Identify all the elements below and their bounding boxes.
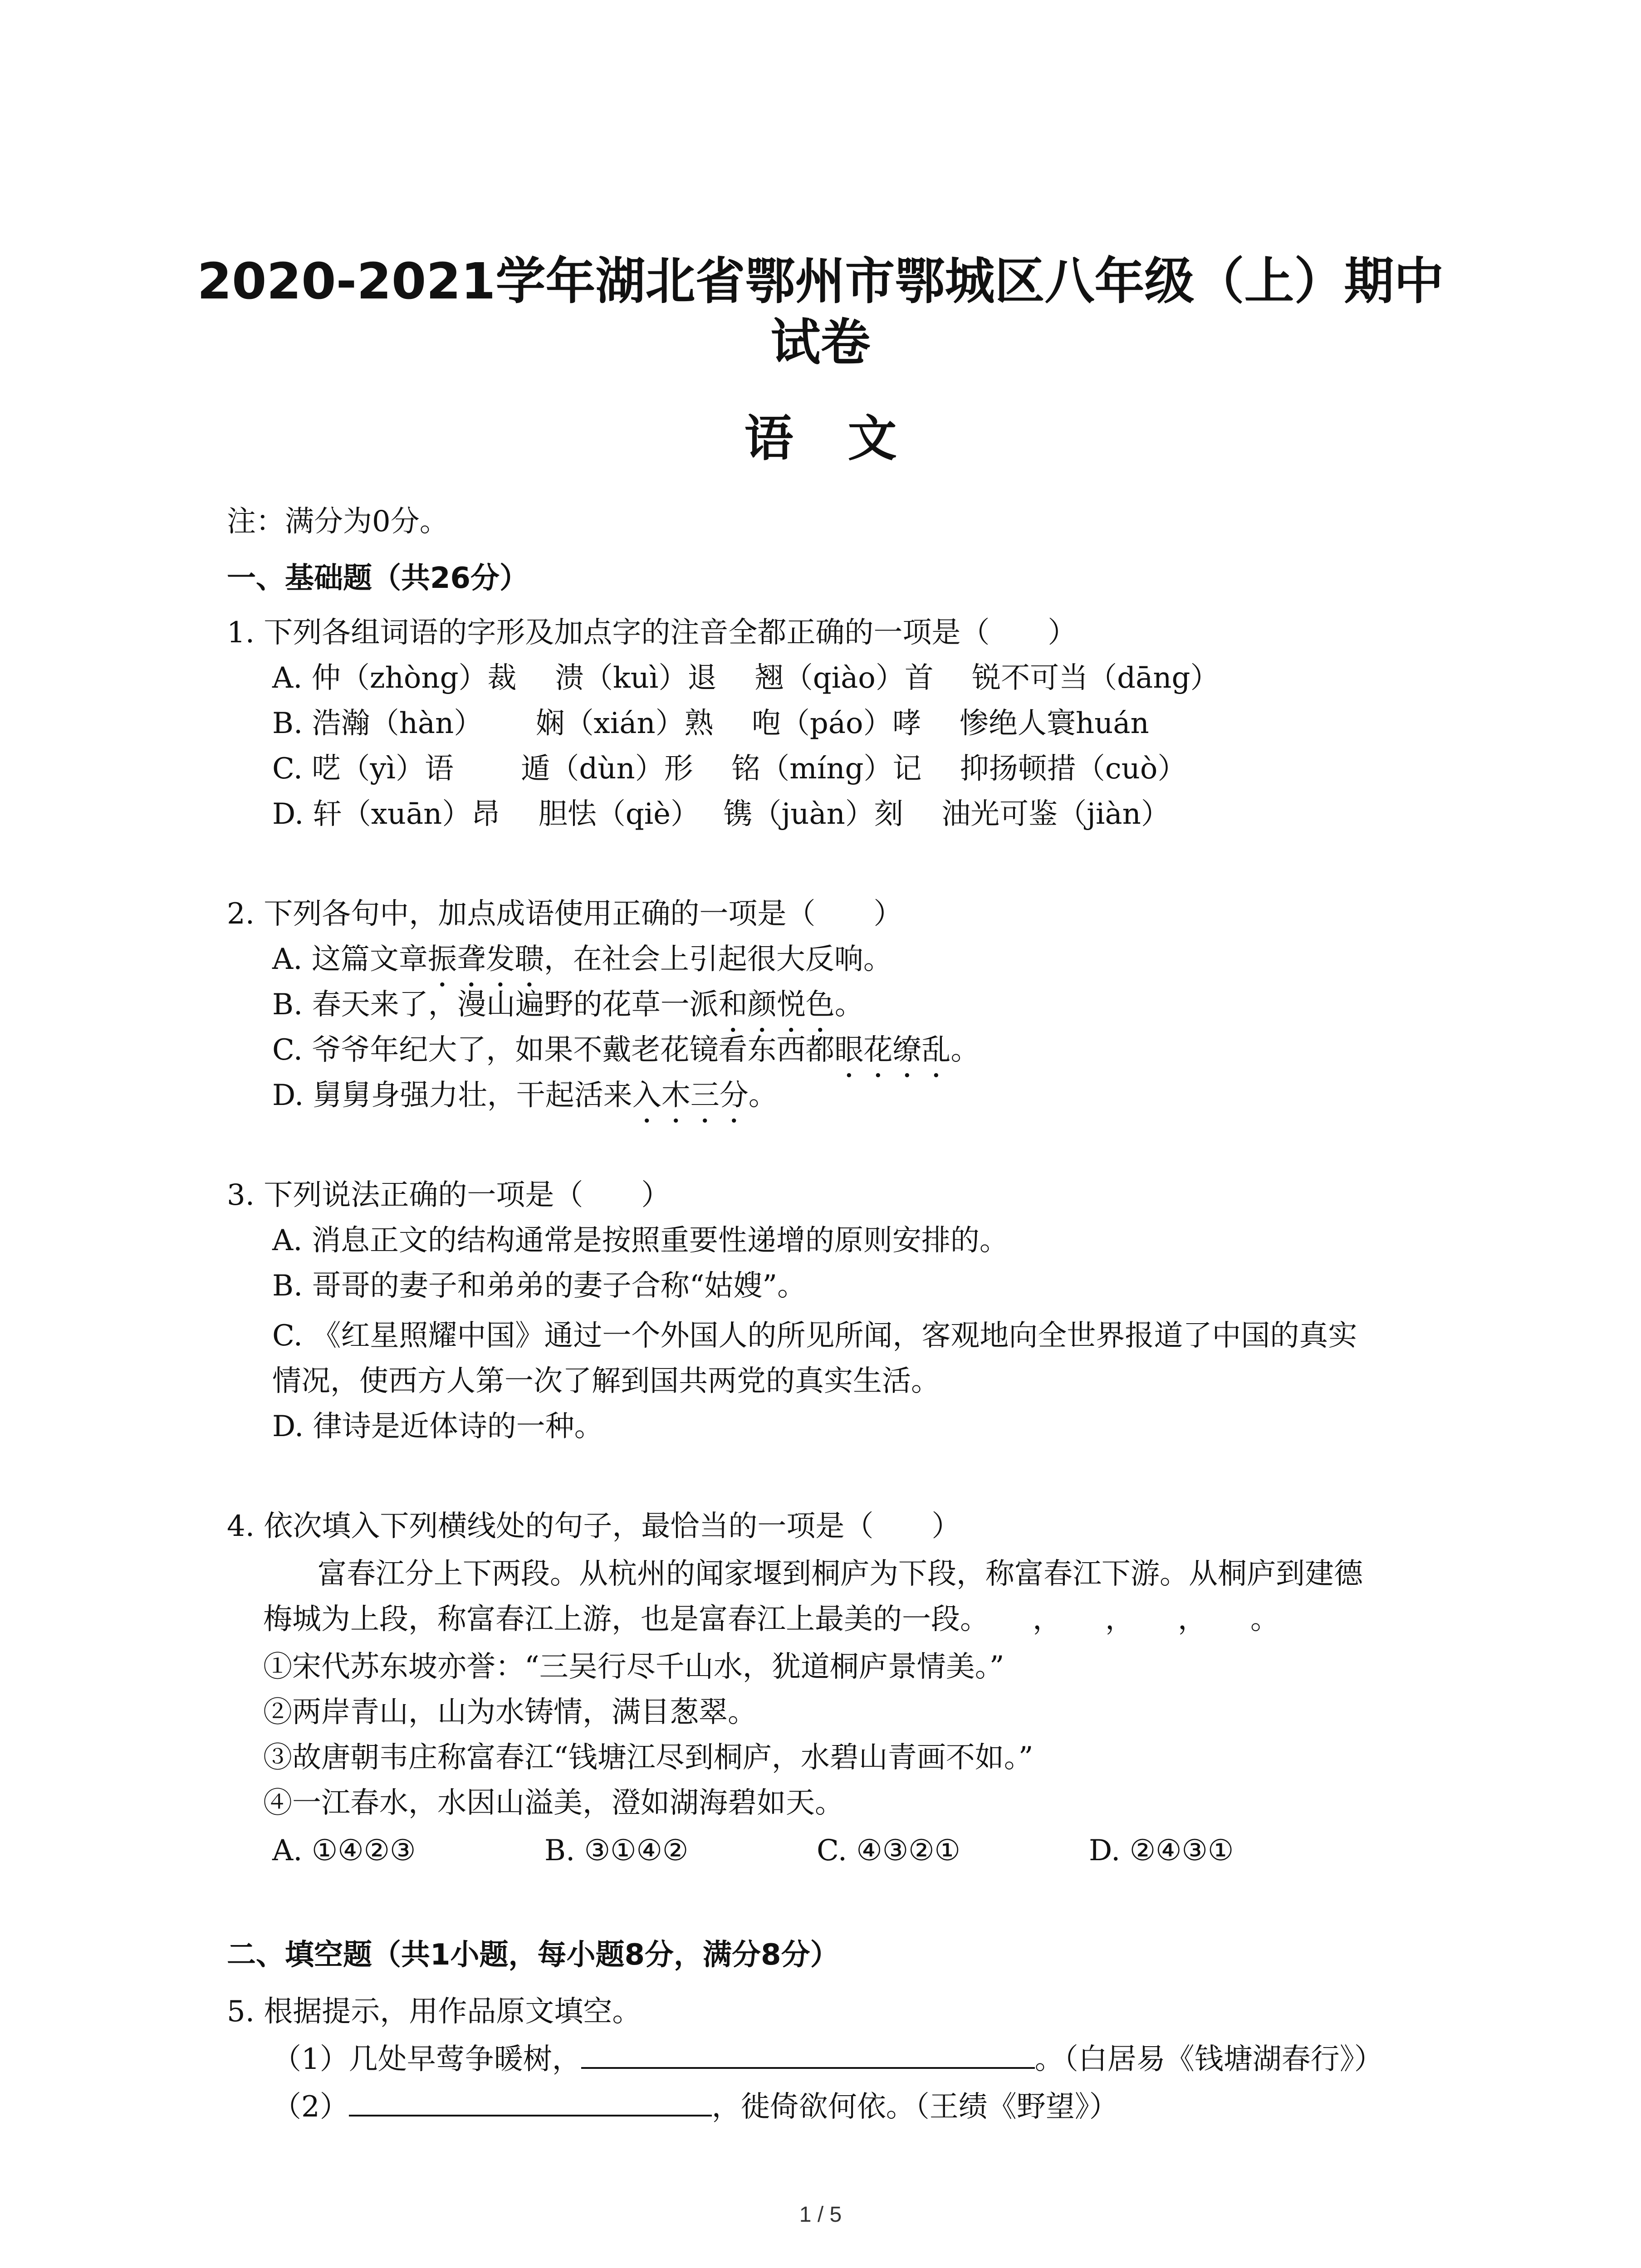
question-2-option-a	[272, 941, 892, 993]
question-2-option-b	[272, 987, 864, 1039]
question-3-option-c-line2: 情况，使西方人第一次了解到国共两党的真实生活。	[272, 1364, 940, 1398]
dotted-idiom: 入木三分	[632, 1079, 749, 1112]
item-suffix: 。（白居易《钱塘湖春行》）	[1034, 2043, 1383, 2076]
question-3-option-b: B. 哥哥的妻子和弟弟的妻子合称“姑嫂”。	[272, 1269, 807, 1303]
question-5-item-2	[272, 2089, 1118, 2125]
question-4-passage-line2: 梅城为上段，称富春江上游，也是富春江上最美的一段。 ， ， ， 。	[263, 1603, 1279, 1636]
section-heading-basics: 一、基础题（共26分）	[227, 562, 529, 595]
question-5-stem: 5. 根据提示，用作品原文填空。	[227, 1995, 642, 2028]
dotted-idiom: 眼花缭乱	[834, 1033, 951, 1067]
score-note: 注：满分为0分。	[227, 505, 449, 538]
question-2-option-d	[272, 1077, 778, 1129]
question-1-option-a: A. 仲（zhòng）裁 溃（kuì）退 翘（qiào）首 锐不可当（dāng）	[272, 661, 1220, 695]
question-4-options	[272, 1833, 1361, 1869]
question-4-sentence-4: ④一江春水，水因山溢美，澄如湖海碧如天。	[263, 1786, 844, 1820]
option-text: B. 春天来了，漫山遍野的花草一派	[272, 988, 719, 1022]
question-4-option-c: C. ④③②①	[817, 1834, 960, 1867]
exam-title-line1: 2020-2021学年湖北省鄂州市鄂城区八年级（上）期中	[197, 252, 1444, 310]
question-3-option-c-line1: C. 《红星照耀中国》通过一个外国人的所见所闻，客观地向全世界报道了中国的真实	[272, 1319, 1357, 1353]
option-text: 。	[748, 1079, 778, 1112]
option-text: D. 舅舅身强力壮，干起活来	[272, 1079, 632, 1112]
section-heading-fill-in: 二、填空题（共1小题，每小题8分，满分8分）	[227, 1938, 839, 1972]
exam-title-line2: 试卷	[770, 313, 871, 371]
subject-heading: 语文	[744, 411, 951, 467]
question-1-stem: 1. 下列各组词语的字形及加点字的注音全都正确的一项是（ ）	[227, 616, 1077, 650]
option-text: 。	[950, 1033, 980, 1067]
question-4-option-d: D. ②④③①	[1089, 1834, 1234, 1867]
question-2-stem: 2. 下列各句中，加点成语使用正确的一项是（ ）	[227, 897, 903, 931]
answer-blank[interactable]	[581, 2042, 1035, 2069]
page-number: 1 / 5	[799, 2203, 842, 2227]
option-text: A. 这篇文章	[272, 943, 428, 976]
item-suffix: ，徙倚欲何依。（王绩《野望》）	[711, 2090, 1118, 2124]
question-4-option-b: B. ③①④②	[544, 1834, 689, 1867]
answer-blank[interactable]	[349, 2089, 712, 2116]
question-3-option-d: D. 律诗是近体诗的一种。	[272, 1410, 603, 1443]
question-1-option-b: B. 浩瀚（hàn） 娴（xián）熟 咆（páo）哮 惨绝人寰huán	[272, 707, 1149, 740]
question-4-sentence-2: ②两岸青山，山为水铸情，满目葱翠。	[263, 1696, 757, 1729]
question-4-sentence-3: ③故唐朝韦庄称富春江“钱塘江尽到桐庐，水碧山青画不如。”	[263, 1741, 1034, 1774]
item-prefix: （1）几处早莺争暖树，	[272, 2043, 581, 2076]
question-1-option-c: C. 呓（yì）语 遁（dùn）形 铭（míng）记 抑扬顿措（cuò）	[272, 752, 1187, 786]
option-text: ，在社会上引起很大反响。	[544, 943, 892, 976]
question-4-sentence-1: ①宋代苏东坡亦誉：“三吴行尽千山水，犹道桐庐景情美。”	[263, 1650, 1004, 1684]
question-4-option-a: A. ①④②③	[272, 1834, 416, 1867]
question-4-stem: 4. 依次填入下列横线处的句子，最恰当的一项是（ ）	[227, 1510, 961, 1543]
option-text: 。	[834, 988, 864, 1022]
dotted-idiom: 和颜悦色	[718, 988, 835, 1022]
item-prefix: （2）	[272, 2090, 349, 2124]
question-3-stem: 3. 下列说法正确的一项是（ ）	[227, 1178, 671, 1212]
question-3-option-a: A. 消息正文的结构通常是按照重要性递增的原则安排的。	[272, 1224, 1009, 1257]
question-4-passage-line1: 富春江分上下两段。从杭州的闻家堰到桐庐为下段，称富春江下游。从桐庐到建德	[318, 1557, 1363, 1591]
question-2-option-c	[272, 1032, 980, 1084]
question-5-item-1	[272, 2041, 1383, 2077]
option-text: C. 爷爷年纪大了，如果不戴老花镜看东西都	[272, 1033, 835, 1067]
dotted-idiom: 振聋发聩	[427, 943, 544, 976]
question-1-option-d: D. 轩（xuān）昂 胆怯（qiè） 镌（juàn）刻 油光可鉴（jiàn）	[272, 797, 1170, 831]
